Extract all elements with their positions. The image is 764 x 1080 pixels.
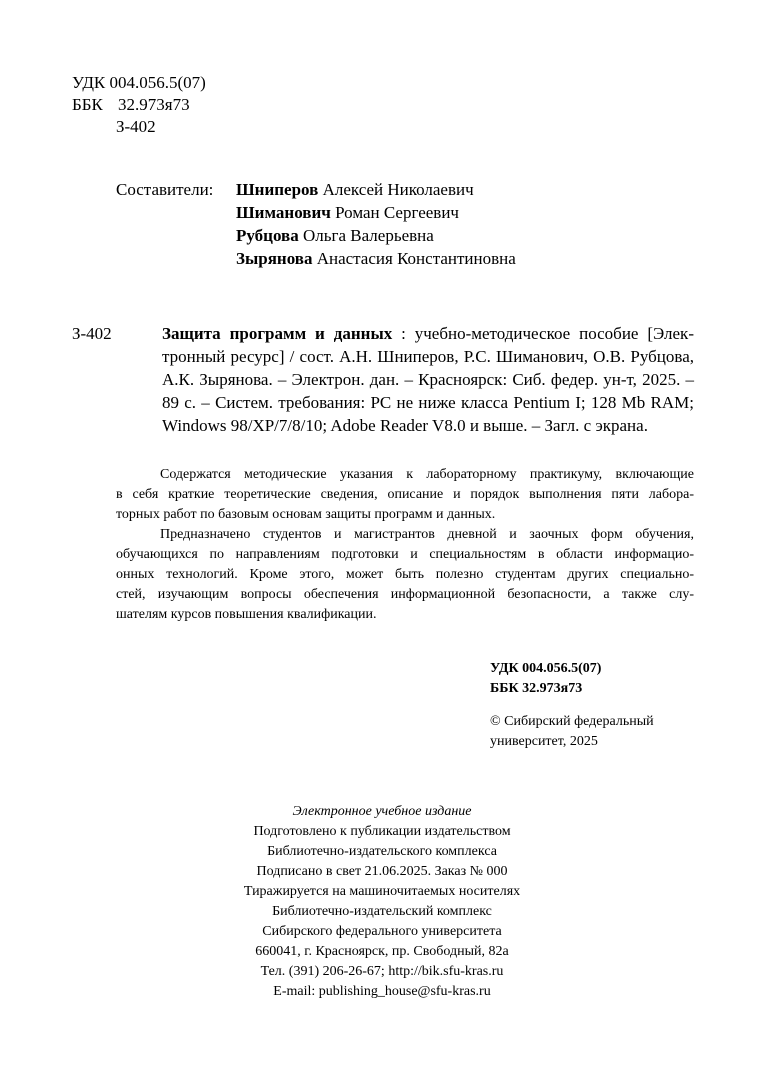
bbk-label: ББК xyxy=(72,95,103,114)
compiler-surname: Шиманович xyxy=(236,203,331,222)
annotation-line: торных работ по базовым основам защиты программ и данных. xyxy=(116,507,496,522)
bib-line: 89 с. – Систем. требования: PC не ниже класса Pentium I; 128 Mb RAM; xyxy=(162,393,694,412)
udk-code-footer: УДК 004.056.5(07) xyxy=(490,661,602,676)
imprint-line: 660041, г. Красноярск, пр. Свободный, 82а xyxy=(255,944,509,959)
annotation-line: в себя краткие теоретические сведения, описание и порядок выполнения пяти лабора- xyxy=(116,487,694,502)
compiler-given-name: Анастасия Константиновна xyxy=(316,249,516,268)
imprint-line: Библиотечно-издательского комплекса xyxy=(267,844,497,859)
bib-line: тронный ресурс] / сост. А.Н. Шниперов, Р.С. Шиманович, О.В. Рубцова, xyxy=(162,347,694,366)
annotation-line: онных технологий. Кроме этого, может быть полезно студентам других специально- xyxy=(116,567,694,582)
book-title: Защита программ и данных xyxy=(162,324,393,343)
copyright-line: университет, 2025 xyxy=(490,734,598,749)
compiler-entry xyxy=(236,201,516,224)
imprint-line: Подготовлено к публикации издательством xyxy=(253,824,511,839)
bib-line xyxy=(162,322,694,345)
copyright-line: © Сибирский федеральный xyxy=(490,714,654,729)
author-mark: З-402 xyxy=(116,117,156,136)
imprint xyxy=(0,802,764,1002)
annotation-line: обучающихся по направлениям подготовки и специальностям в области информацио- xyxy=(116,547,694,562)
udk-code: УДК 004.056.5(07) xyxy=(72,73,206,92)
classification-codes-header xyxy=(72,72,206,138)
compiler-surname: Шниперов xyxy=(236,180,319,199)
compilers-list xyxy=(236,178,516,270)
compiler-given-name: Роман Сергеевич xyxy=(335,203,459,222)
imprint-contacts: Тел. (391) 206-26-67; http://bik.sfu-kras.ru xyxy=(260,964,504,979)
annotation-line: Предназначено студентов и магистрантов дневной и заочных форм обучения, xyxy=(160,527,694,542)
annotation xyxy=(116,465,694,625)
imprint-email: E-mail: publishing_house@sfu-kras.ru xyxy=(273,984,491,999)
bibliographic-description xyxy=(162,322,694,437)
compiler-entry xyxy=(236,247,516,270)
classification-codes-footer xyxy=(490,659,601,699)
edition-type: Электронное учебное издание xyxy=(292,804,472,819)
compiler-given-name: Алексей Николаевич xyxy=(322,180,474,199)
annotation-line: Содержатся методические указания к лабораторному практикуму, включающие xyxy=(160,467,694,482)
bbk-value: 32.973я73 xyxy=(118,95,190,114)
compiler-entry xyxy=(236,178,516,201)
compiler-surname: Зырянова xyxy=(236,249,313,268)
compilers-label: Составители: xyxy=(116,180,214,199)
annotation-line: шателям курсов повышения квалификации. xyxy=(116,607,377,622)
bbk-code xyxy=(72,94,206,116)
annotation-line: стей, изучающим вопросы обеспечения информационной безопасности, а также слу- xyxy=(116,587,694,602)
imprint-line: Библиотечно-издательский комплекс xyxy=(272,904,492,919)
imprint-line: Тиражируется на машиночитаемых носителях xyxy=(243,884,521,899)
compiler-entry xyxy=(236,224,516,247)
imprint-line: Подписано в свет 21.06.2025. Заказ № 000 xyxy=(256,864,508,879)
copyright-notice xyxy=(490,712,654,752)
compiler-surname: Рубцова xyxy=(236,226,299,245)
bib-line: А.К. Зырянова. – Электрон. дан. – Красноярск: Сиб. федер. ун-т, 2025. – xyxy=(162,370,694,389)
imprint-line: Сибирского федерального университета xyxy=(262,924,502,939)
compiler-given-name: Ольга Валерьевна xyxy=(302,226,434,245)
bibliographic-author-mark: З-402 xyxy=(72,324,112,343)
bib-line: Windows 98/XP/7/8/10; Adobe Reader V8.0 и выше. – Загл. с экрана. xyxy=(162,416,648,435)
bib-line-rest: : учебно-методическое пособие [Элек- xyxy=(392,324,694,343)
bbk-code-footer: ББК 32.973я73 xyxy=(490,681,583,696)
